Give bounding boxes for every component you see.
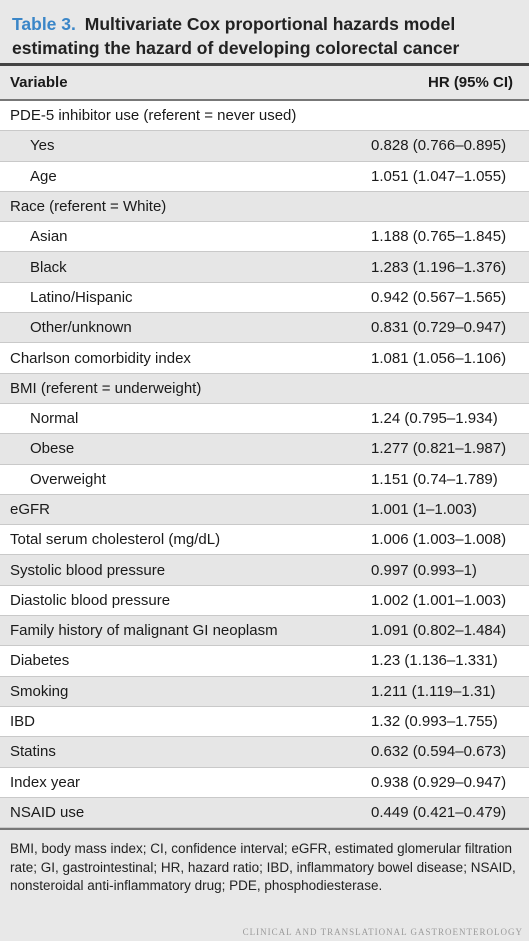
row-hr: 1.006 (1.003–1.008) xyxy=(371,531,507,549)
row-variable: Yes xyxy=(30,137,55,155)
row-hr: 1.32 (0.993–1.755) xyxy=(371,713,498,731)
table-title xyxy=(0,0,529,63)
row-hr: 1.051 (1.047–1.055) xyxy=(371,167,507,185)
row-variable: Age xyxy=(30,167,57,185)
row-variable: eGFR xyxy=(10,501,51,518)
table-row xyxy=(0,404,529,434)
table-row xyxy=(0,313,529,343)
row-variable: Total serum cholesterol (mg/dL) xyxy=(10,531,221,549)
row-variable: Charlson comorbidity index xyxy=(10,349,191,367)
row-hr: 0.938 (0.929–0.947) xyxy=(371,773,507,791)
row-variable: Black xyxy=(30,258,67,276)
row-hr: 1.211 (1.119–1.31) xyxy=(371,682,496,700)
table-row xyxy=(0,131,529,161)
row-variable: Other/unknown xyxy=(30,319,132,337)
table-row xyxy=(0,737,529,767)
table-row xyxy=(0,343,529,373)
row-variable: Family history of malignant GI neoplasm xyxy=(10,622,278,640)
table-row xyxy=(0,283,529,313)
table-footnote: BMI, body mass index; CI, confidence interval; eGFR, estimated glomerular filtration rate; GI, gastrointestinal; HR, hazard ratio; IBD, inflammatory bowel disease; NSAID, nonsteroidal anti-inflammatory drug; PDE, phosphodiesterase. xyxy=(10,841,516,894)
table-row xyxy=(0,707,529,737)
table-row xyxy=(0,374,529,404)
row-hr: 1.091 (0.802–1.484) xyxy=(371,622,507,640)
row-hr: 0.942 (0.567–1.565) xyxy=(371,288,507,306)
table-row xyxy=(0,586,529,616)
row-hr: 1.188 (0.765–1.845) xyxy=(371,228,507,246)
table-row xyxy=(0,525,529,555)
table-row xyxy=(0,555,529,585)
table-row xyxy=(0,495,529,525)
row-hr: 0.828 (0.766–0.895) xyxy=(371,137,507,155)
row-variable: PDE-5 inhibitor use (referent = never used) xyxy=(10,107,297,125)
table-row xyxy=(0,252,529,282)
table-row xyxy=(0,101,529,131)
table-header-row xyxy=(0,63,529,101)
row-hr: 1.001 (1–1.003) xyxy=(371,501,477,518)
header-hr: HR (95% CI) xyxy=(427,74,513,91)
row-variable: BMI (referent = underweight) xyxy=(10,379,202,397)
row-variable: Asian xyxy=(30,228,68,246)
row-hr: 1.23 (1.136–1.331) xyxy=(371,652,498,670)
row-hr: 1.081 (1.056–1.106) xyxy=(371,349,507,367)
row-hr: 0.449 (0.421–0.479) xyxy=(371,803,507,821)
row-variable: Normal xyxy=(30,410,79,428)
row-variable: Overweight xyxy=(30,470,106,488)
row-variable: Race (referent = White) xyxy=(10,198,167,216)
row-variable: IBD xyxy=(10,713,36,731)
row-variable: Diabetes xyxy=(10,652,70,670)
table-title-text: Multivariate Cox proportional hazards model estimating the hazard of developing colorectal cancer xyxy=(12,14,460,58)
table-row xyxy=(0,798,529,828)
row-hr: 1.151 (0.74–1.789) xyxy=(371,470,498,488)
row-hr: 1.24 (0.795–1.934) xyxy=(371,410,498,428)
row-hr: 1.277 (0.821–1.987) xyxy=(371,440,507,458)
row-variable: Diastolic blood pressure xyxy=(10,591,171,609)
row-variable: Systolic blood pressure xyxy=(10,561,166,579)
table-row xyxy=(0,222,529,252)
row-variable: NSAID use xyxy=(10,803,85,821)
table-row xyxy=(0,646,529,676)
row-variable: Smoking xyxy=(10,682,69,700)
row-hr: 0.632 (0.594–0.673) xyxy=(371,743,507,761)
row-hr: 0.831 (0.729–0.947) xyxy=(371,319,507,337)
row-hr: 0.997 (0.993–1) xyxy=(371,561,477,579)
header-variable: Variable xyxy=(10,74,68,91)
table-row xyxy=(0,616,529,646)
table-row xyxy=(0,768,529,798)
table-body xyxy=(0,101,529,830)
row-variable: Latino/Hispanic xyxy=(30,288,133,306)
table-row xyxy=(0,162,529,192)
journal-watermark: CLINICAL AND TRANSLATIONAL GASTROENTEROLOGY xyxy=(242,927,523,937)
table-number-label: Table 3. xyxy=(12,14,76,34)
table-row xyxy=(0,465,529,495)
table-row xyxy=(0,192,529,222)
row-variable: Statins xyxy=(10,743,56,761)
table-row xyxy=(0,677,529,707)
row-variable: Obese xyxy=(30,440,75,458)
row-variable: Index year xyxy=(10,773,81,791)
row-hr: 1.283 (1.196–1.376) xyxy=(371,258,507,276)
table-row xyxy=(0,434,529,464)
row-hr: 1.002 (1.001–1.003) xyxy=(371,591,507,609)
